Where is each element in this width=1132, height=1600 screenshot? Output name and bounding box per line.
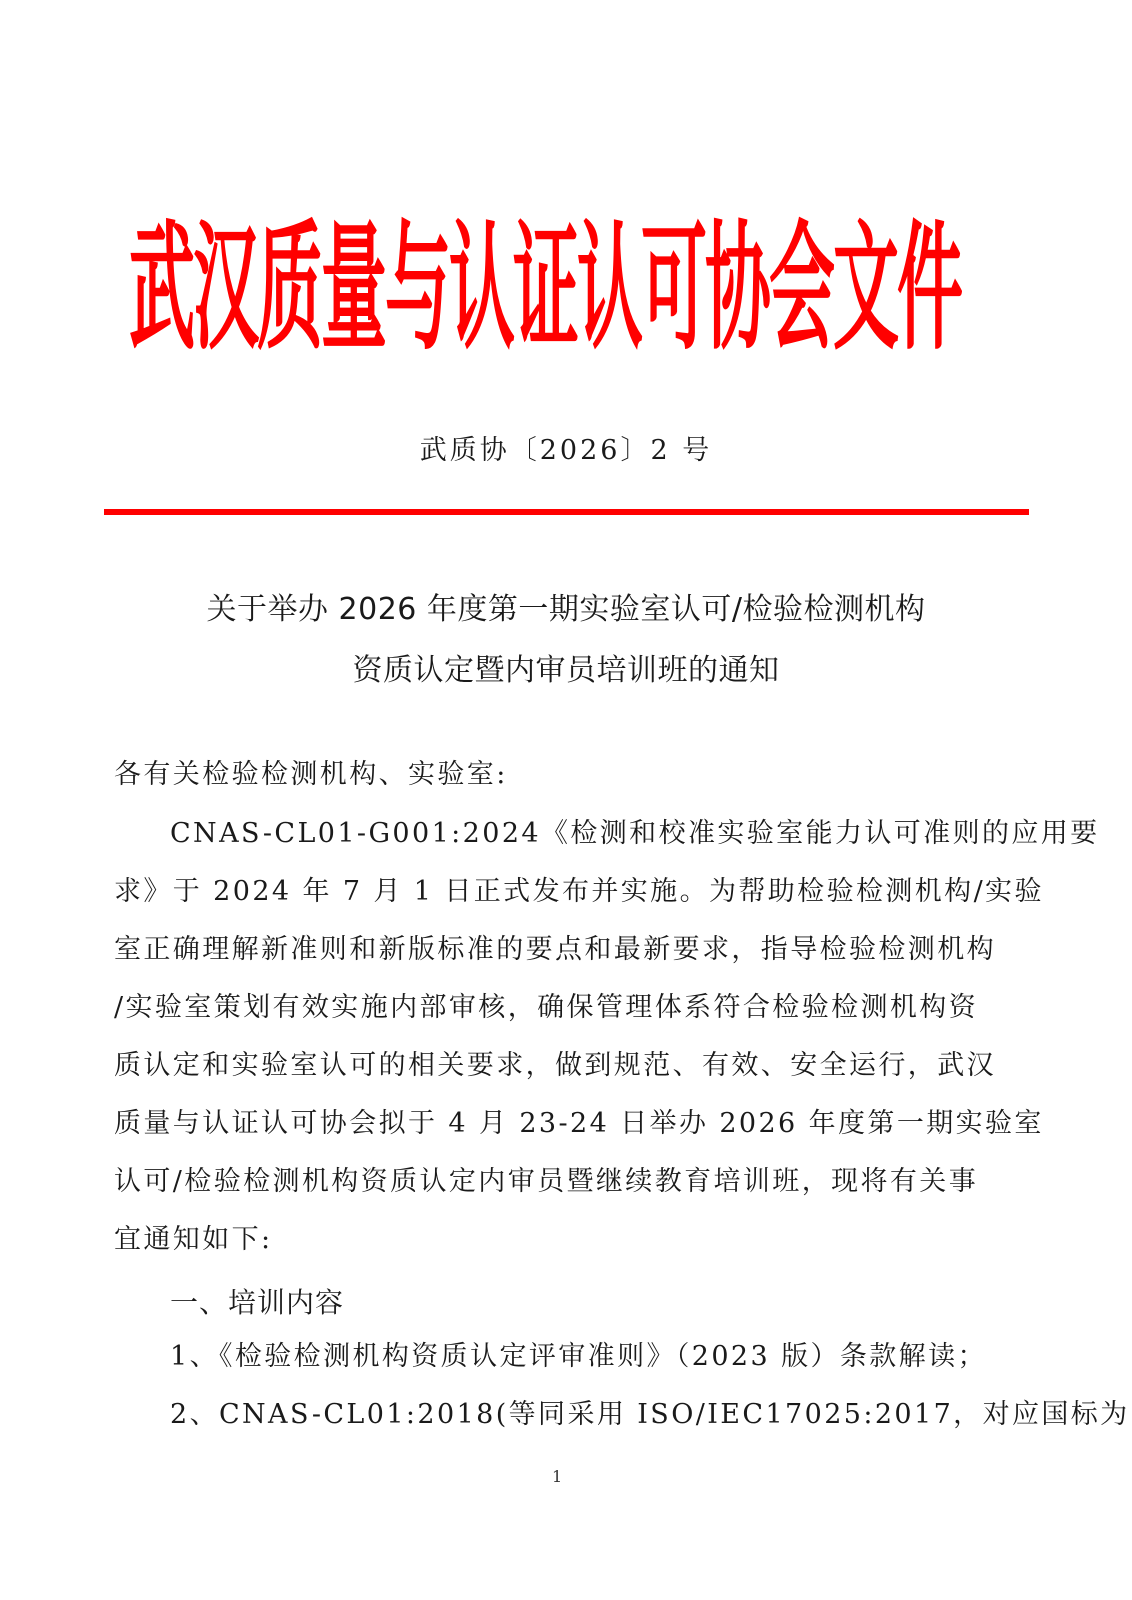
paragraph-line: 质认定和实验室认可的相关要求，做到规范、有效、安全运行，武汉 xyxy=(114,1050,996,1081)
list-item: 1、《检验检测机构资质认定评审准则》（2023 版）条款解读； xyxy=(170,1341,987,1372)
red-divider-rule xyxy=(104,509,1029,515)
salutation: 各有关检验检测机构、实验室: xyxy=(114,759,508,790)
paragraph-line: 质量与认证认可协会拟于 4 月 23-24 日举办 2026 年度第一期实验室 xyxy=(114,1108,1044,1139)
paragraph-line: CNAS-CL01-G001:2024《检测和校准实验室能力认可准则的应用要 xyxy=(170,818,1100,849)
notice-title-line-1: 关于举办 2026 年度第一期实验室认可/检验检测机构 xyxy=(206,592,926,627)
section-heading-training-content: 一、培训内容 xyxy=(170,1286,345,1319)
paragraph-line: 宜通知如下: xyxy=(114,1224,273,1255)
document-number: 武质协〔2026〕2 号 xyxy=(419,435,713,466)
paragraph-line: 求》于 2024 年 7 月 1 日正式发布并实施。为帮助检验检测机构/实验 xyxy=(114,876,1044,907)
paragraph-line: 认可/检验检测机构资质认定内审员暨继续教育培训班，现将有关事 xyxy=(114,1166,979,1197)
notice-title-line-2: 资质认定暨内审员培训班的通知 xyxy=(352,653,780,688)
masthead-title: 武汉质量与认证认可协会文件 xyxy=(129,204,961,369)
page-number: 1 xyxy=(552,1467,563,1486)
list-item: 2、CNAS-CL01:2018(等同采用 ISO/IEC17025:2017，对应国标为 xyxy=(170,1399,1130,1430)
paragraph-line: 室正确理解新准则和新版标准的要点和最新要求，指导检验检测机构 xyxy=(114,934,996,965)
paragraph-line: /实验室策划有效实施内部审核，确保管理体系符合检验检测机构资 xyxy=(114,992,979,1023)
